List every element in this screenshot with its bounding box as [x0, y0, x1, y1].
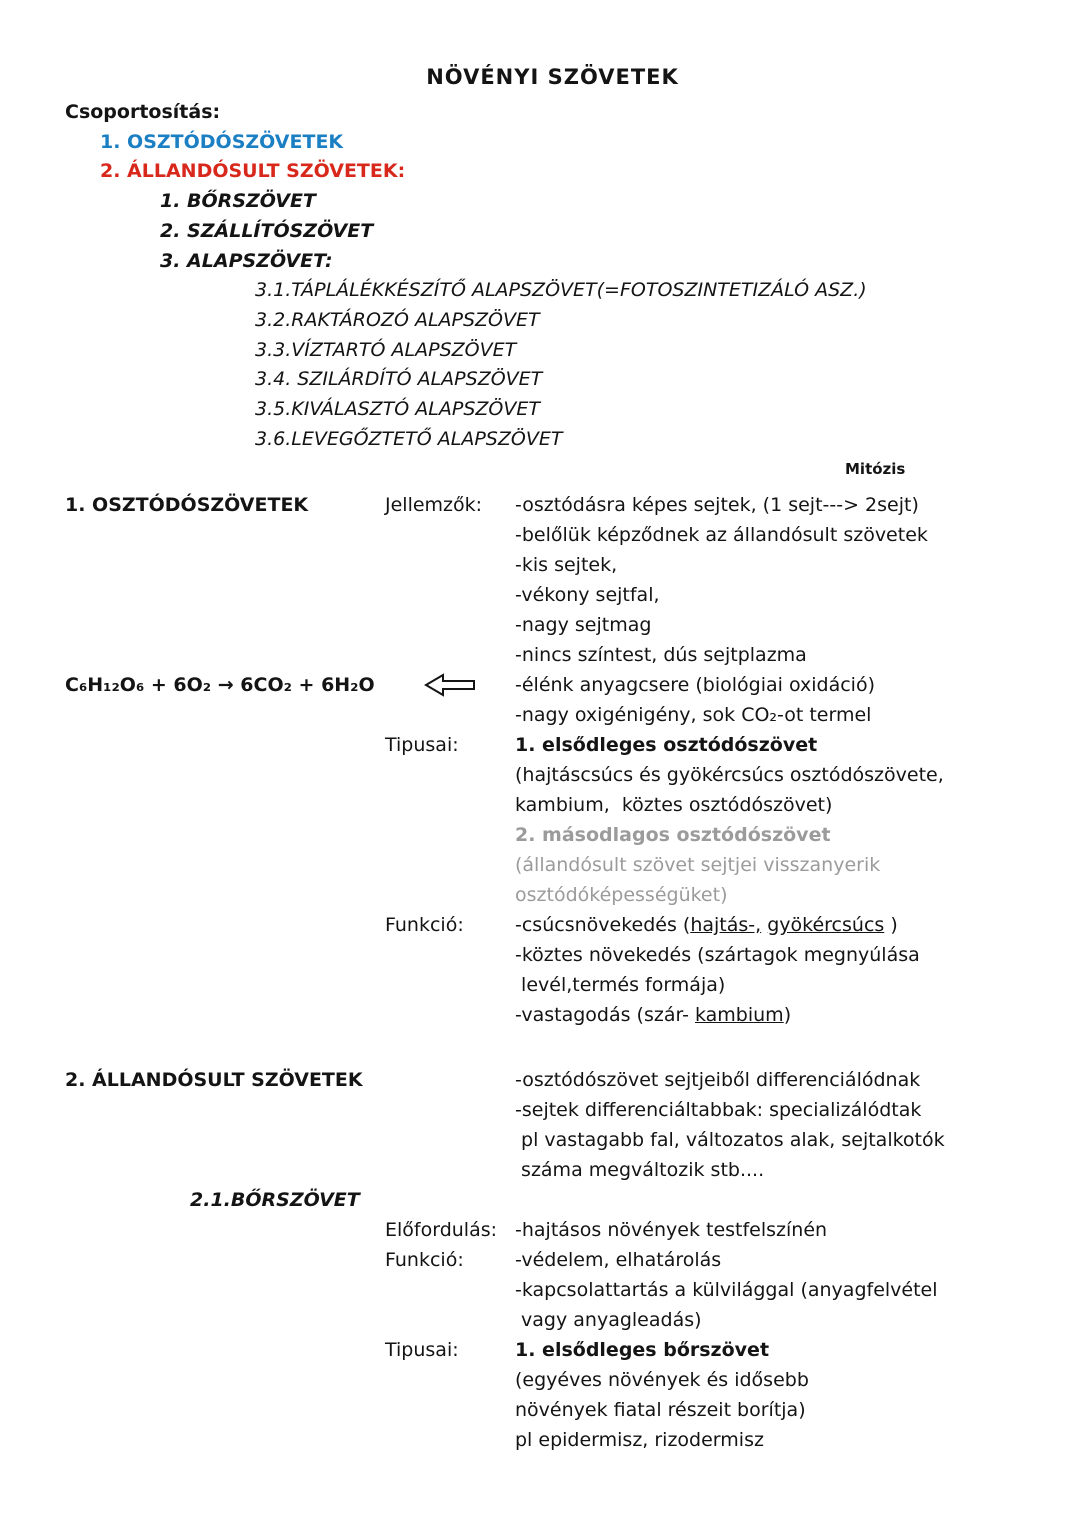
tipusai-row: [65, 1335, 1040, 1365]
note-line: (hajtáscsúcs és gyökércsúcs osztódószövete,: [515, 764, 944, 787]
outline-alap-item: 3.5.KIVÁLASZTÓ ALAPSZÖVET: [255, 398, 540, 421]
elofordulas-row: [65, 1215, 1040, 1245]
funkcio-row: [65, 1000, 1040, 1030]
type-secondary: 2. másodlagos osztódószövet: [515, 824, 831, 847]
funkcio-label: Funkció:: [385, 1249, 464, 1272]
tipusai-row: [65, 730, 1040, 760]
outline-alap-item: 3.4. SZILÁRDÍTÓ ALAPSZÖVET: [255, 368, 543, 391]
spacer: [65, 482, 1040, 490]
note-line: -védelem, elhatárolás: [515, 1249, 722, 1272]
page-title: NÖVÉNYI SZÖVETEK: [426, 65, 679, 89]
outline-alap-item: 3.6.LEVEGŐZTETŐ ALAPSZÖVET: [255, 427, 563, 450]
type-primary: 1. elsődleges bőrszövet: [515, 1339, 770, 1362]
characteristic-row: [65, 550, 1040, 580]
characteristic-row: [65, 640, 1040, 670]
note-line: -sejtek differenciáltabbak: specializálódtak: [515, 1099, 922, 1122]
text-segment: -vastagodás (szár-: [515, 1004, 695, 1027]
type-desc-row: [65, 1425, 1040, 1455]
characteristic-row: [65, 610, 1040, 640]
note-line: -kapcsolattartás a külvilággal (anyagfelvétel: [515, 1279, 938, 1302]
underlined-text: gyökércsúcs: [767, 914, 885, 937]
desc-row: [65, 1125, 1040, 1155]
funkcio-line-composite: [515, 910, 1040, 940]
spacer: [65, 1030, 1040, 1065]
outline-alap-item: 3.3.VÍZTARTÓ ALAPSZÖVET: [255, 338, 517, 361]
type-desc-row: [65, 760, 1040, 790]
funkcio-row: [65, 970, 1040, 1000]
text-segment: -csúcsnövekedés (: [515, 914, 691, 937]
characteristic-line: -osztódásra képes sejtek, (1 sejt---> 2sejt): [515, 494, 919, 517]
elofordulas-label: Előfordulás:: [385, 1219, 498, 1242]
chemical-formula: C₆H₁₂O₆ + 6O₂ → 6CO₂ + 6H₂O: [65, 674, 375, 697]
tipusai-label: Tipusai:: [385, 1339, 459, 1362]
note-line: kambium, köztes osztódószövet): [515, 794, 833, 817]
characteristic-row: [65, 580, 1040, 610]
characteristic-line: -vékony sejtfal,: [515, 584, 660, 607]
note-line: vagy anyagleadás): [515, 1309, 702, 1332]
note-line: száma megváltozik stb....: [515, 1159, 765, 1182]
desc-row: [65, 1095, 1040, 1125]
characteristic-line: -nagy oxigénigény, sok CO₂-ot termel: [515, 704, 872, 727]
note-line: levél,termés formája): [515, 974, 726, 997]
note-line: -osztódószövet sejtjeiből differenciálódnak: [515, 1069, 921, 1092]
underlined-text: kambium: [694, 1004, 784, 1027]
mitozis-note: Mitózis: [845, 460, 906, 479]
outline-heading: Csoportosítás:: [65, 101, 221, 123]
type-desc-row: [65, 880, 1040, 910]
note-line: osztódóképességüket): [515, 884, 728, 907]
note-line: növények fiatal részeit borítja): [515, 1399, 806, 1422]
subsection-row: [65, 1185, 1040, 1215]
funkcio-line-composite: [515, 1000, 1040, 1030]
outline-item-allandosult: 2. ÁLLANDÓSULT SZÖVETEK:: [100, 160, 406, 183]
tipusai-label: Tipusai:: [385, 734, 459, 757]
section2-header-row: [65, 1065, 1040, 1095]
note-line: pl epidermisz, rizodermisz: [515, 1429, 764, 1452]
left-arrow-icon: [385, 670, 515, 700]
note-line: (állandósult szövet sejtjei visszanyerik: [515, 854, 881, 877]
underlined-text: hajtás-,: [690, 914, 762, 937]
funkcio-row: [65, 1245, 1040, 1275]
desc-row: [65, 1155, 1040, 1185]
outline-alap-item: 3.2.RAKTÁROZÓ ALAPSZÖVET: [255, 308, 540, 331]
type-desc-row: [65, 1365, 1040, 1395]
funkcio-row: [65, 1275, 1040, 1305]
outline-sub-szallitoszovet: 2. SZÁLLÍTÓSZÖVET: [160, 219, 374, 242]
formula-row: [65, 670, 1040, 700]
note-line: (egyéves növények és idősebb: [515, 1369, 809, 1392]
characteristic-row: [65, 520, 1040, 550]
outline-alap-item: 3.1.TÁPLÁLÉKKÉSZÍTŐ ALAPSZÖVET(=FOTOSZINTETIZÁLÓ ASZ.): [255, 279, 867, 302]
characteristic-line: -élénk anyagcsere (biológiai oxidáció): [515, 674, 875, 697]
outline-sub-alapszovet: 3. ALAPSZÖVET:: [160, 249, 333, 272]
funkcio-row: [65, 1305, 1040, 1335]
characteristic-line: -kis sejtek,: [515, 554, 618, 577]
subsection-borszovet-heading: 2.1.BŐRSZÖVET: [190, 1189, 360, 1212]
characteristic-line: -belőlük képződnek az állandósult szövetek: [515, 524, 928, 547]
funkcio-row: [65, 940, 1040, 970]
note-line: pl vastagabb fal, változatos alak, sejtalkotók: [515, 1129, 945, 1152]
section1-heading: 1. OSZTÓDÓSZÖVETEK: [65, 494, 309, 517]
outline-sub-borszovet: 1. BŐRSZÖVET: [160, 190, 316, 213]
section1-header-row: [65, 490, 1040, 520]
text-segment: ): [884, 914, 898, 937]
type-desc-row: [65, 790, 1040, 820]
outline-item-osztodoszovetek: 1. OSZTÓDÓSZÖVETEK: [100, 130, 344, 153]
type-secondary-row: [65, 820, 1040, 850]
type-desc-row: [65, 1395, 1040, 1425]
funkcio-row: [65, 910, 1040, 940]
jellemzok-label: Jellemzők:: [385, 494, 483, 517]
characteristic-line: -nagy sejtmag: [515, 614, 652, 637]
type-desc-row: [65, 850, 1040, 880]
section2-heading: 2. ÁLLANDÓSULT SZÖVETEK: [65, 1069, 363, 1092]
type-primary: 1. elsődleges osztódószövet: [515, 734, 818, 757]
note-line: -hajtásos növények testfelszínén: [515, 1219, 828, 1242]
characteristic-line: -nincs színtest, dús sejtplazma: [515, 644, 807, 667]
note-line: -köztes növekedés (szártagok megnyúlása: [515, 944, 920, 967]
funkcio-label: Funkció:: [385, 914, 464, 937]
characteristic-row: [65, 700, 1040, 730]
text-segment: ): [783, 1004, 792, 1027]
